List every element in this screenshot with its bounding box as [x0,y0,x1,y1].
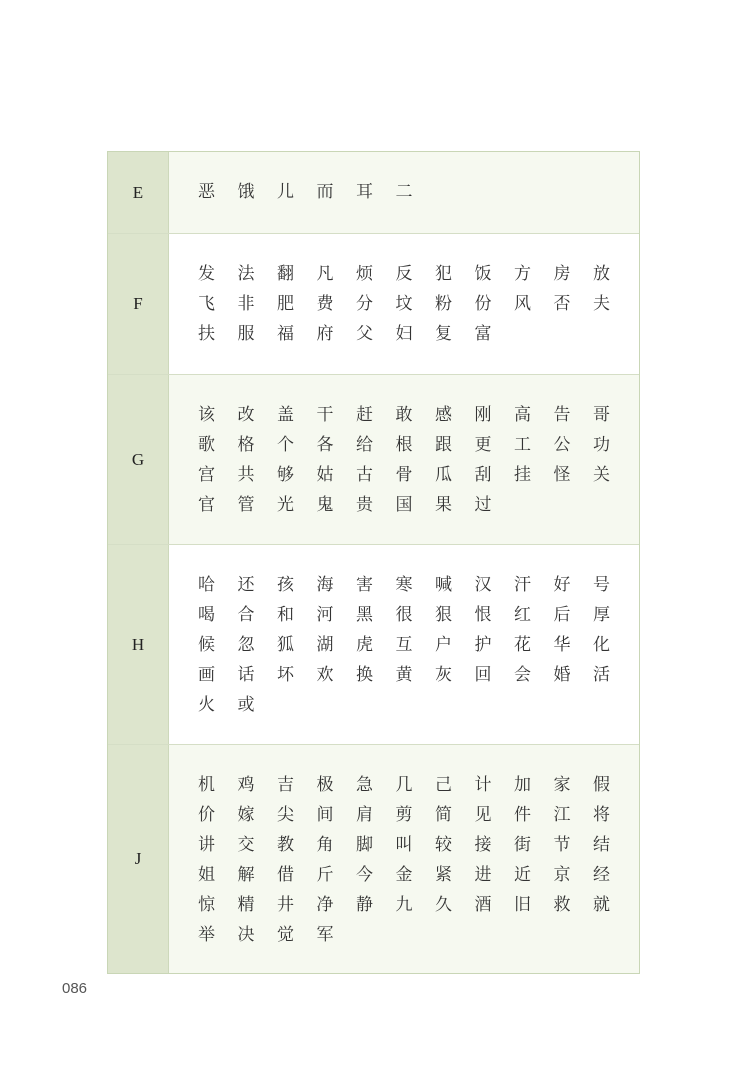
character: 京 [553,865,571,885]
character: 跟 [435,435,452,455]
character: 凡 [316,264,334,284]
character: 家 [553,775,571,795]
character: 结 [593,835,610,855]
character: 觉 [277,925,294,945]
character: 夫 [593,294,610,314]
character: 犯 [435,264,452,284]
character: 服 [237,324,255,344]
character-line [198,634,639,664]
character: 寒 [395,575,413,595]
character: 告 [553,405,571,425]
character: 黑 [356,605,373,625]
character: 举 [198,925,215,945]
table-row [108,745,639,973]
character: 号 [593,575,610,595]
character: 根 [395,435,413,455]
character: 鸡 [237,775,255,795]
character: 户 [435,635,452,655]
character: 今 [356,865,373,885]
character: 忽 [237,635,255,655]
character-line [198,181,639,211]
character: 很 [395,605,413,625]
character: 格 [237,435,255,455]
character: 骨 [395,465,413,485]
character: 扶 [198,324,215,344]
character: 件 [514,805,531,825]
character: 换 [356,665,373,685]
character-line [198,494,639,524]
character: 干 [316,405,334,425]
character: 汗 [514,575,531,595]
table-row [108,234,639,375]
character: 瓜 [435,465,452,485]
character: 狐 [277,635,294,655]
character: 急 [356,775,373,795]
character: 惊 [198,895,215,915]
character: 恨 [474,605,492,625]
character: 费 [316,294,334,314]
character-line [198,574,639,604]
character: 讲 [198,835,215,855]
character: 就 [593,895,610,915]
character: 护 [474,635,492,655]
character: 否 [553,294,571,314]
page-number: 086 [62,980,88,997]
character-list [169,234,639,374]
character: 海 [316,575,334,595]
character: 加 [514,775,531,795]
character: 合 [237,605,255,625]
character: 互 [395,635,413,655]
character: 父 [356,324,373,344]
character: 和 [277,605,294,625]
character: 国 [395,495,413,515]
character: 静 [356,895,373,915]
character: 决 [237,925,255,945]
character: 将 [593,805,610,825]
character: 欢 [316,665,334,685]
character: 肩 [356,805,373,825]
character-line [198,834,639,864]
row-letter: E [108,152,169,233]
character: 脚 [356,835,373,855]
character: 宫 [198,465,215,485]
character: 耳 [356,182,373,202]
character: 赶 [356,405,373,425]
character: 非 [237,294,255,314]
character: 会 [514,665,531,685]
character: 己 [435,775,452,795]
character: 喝 [198,605,215,625]
character: 河 [316,605,334,625]
character-line [198,323,639,353]
character: 分 [356,294,373,314]
character: 极 [316,775,334,795]
character: 活 [593,665,610,685]
character: 功 [593,435,610,455]
character: 金 [395,865,413,885]
character: 简 [435,805,452,825]
character-line [198,864,639,894]
character: 害 [356,575,373,595]
character: 斤 [316,865,334,885]
character: 盖 [277,405,294,425]
character: 鬼 [316,495,334,515]
character: 婚 [553,665,571,685]
character: 烦 [356,264,373,284]
character: 井 [277,895,294,915]
character: 妇 [395,324,413,344]
character: 放 [593,264,610,284]
character: 挂 [514,465,531,485]
character: 虎 [356,635,373,655]
character: 回 [474,665,492,685]
character: 借 [277,865,294,885]
character: 发 [198,264,215,284]
character: 较 [435,835,452,855]
character: 江 [553,805,571,825]
character: 管 [237,495,255,515]
character: 坏 [277,665,294,685]
character: 华 [553,635,571,655]
character: 黄 [395,665,413,685]
character: 改 [237,405,255,425]
character: 房 [553,264,571,284]
character: 见 [474,805,492,825]
character: 富 [474,324,492,344]
character-line [198,293,639,323]
character-line [198,464,639,494]
character: 孩 [277,575,294,595]
character: 灰 [435,665,452,685]
character-line [198,664,639,694]
character: 价 [198,805,215,825]
character: 假 [593,775,610,795]
character: 儿 [277,182,294,202]
character: 剪 [395,805,413,825]
character: 角 [316,835,334,855]
character-line [198,604,639,634]
character-line [198,694,639,724]
character: 肥 [277,294,294,314]
character: 花 [514,635,531,655]
character: 军 [316,925,334,945]
character: 姐 [198,865,215,885]
character: 火 [198,695,215,715]
character: 画 [198,665,215,685]
character: 反 [395,264,413,284]
character: 飞 [198,294,215,314]
character: 感 [435,405,452,425]
character: 九 [395,895,413,915]
character: 复 [435,324,452,344]
character: 紧 [435,865,452,885]
character: 后 [553,605,571,625]
character: 翻 [277,264,294,284]
character: 叫 [395,835,413,855]
character: 交 [237,835,255,855]
character: 还 [237,575,255,595]
character: 酒 [474,895,492,915]
character: 节 [553,835,571,855]
character: 吉 [277,775,294,795]
character: 汉 [474,575,492,595]
character: 饭 [474,264,492,284]
character: 好 [553,575,571,595]
character-list [169,152,639,233]
character: 喊 [435,575,452,595]
character-list [169,745,639,973]
character: 间 [316,805,334,825]
character: 敢 [395,405,413,425]
character: 古 [356,465,373,485]
character: 风 [514,294,531,314]
character: 官 [198,495,215,515]
character: 旧 [514,895,531,915]
character: 共 [237,465,255,485]
character-table [107,151,640,974]
character: 份 [474,294,492,314]
character: 过 [474,495,492,515]
character: 解 [237,865,255,885]
row-letter: H [108,545,169,744]
character: 更 [474,435,492,455]
character: 久 [435,895,452,915]
character: 福 [277,324,294,344]
character-line [198,894,639,924]
character: 教 [277,835,294,855]
character: 歌 [198,435,215,455]
character: 贵 [356,495,373,515]
character: 计 [474,775,492,795]
character: 各 [316,435,334,455]
character: 候 [198,635,215,655]
character: 接 [474,835,492,855]
character: 够 [277,465,294,485]
character: 化 [593,635,610,655]
character: 经 [593,865,610,885]
row-letter: J [108,745,169,973]
character: 或 [237,695,255,715]
character-line [198,774,639,804]
character-line [198,434,639,464]
character: 二 [395,182,413,202]
table-row [108,545,639,745]
character: 近 [514,865,531,885]
character: 恶 [198,182,215,202]
row-letter: F [108,234,169,374]
character: 高 [514,405,531,425]
table-row [108,375,639,545]
character-line [198,263,639,293]
character-list [169,545,639,744]
character: 工 [514,435,531,455]
character: 红 [514,605,531,625]
character: 怪 [553,465,571,485]
character: 厚 [593,605,610,625]
character: 精 [237,895,255,915]
character-line [198,404,639,434]
character: 关 [593,465,610,485]
character: 几 [395,775,413,795]
row-letter: G [108,375,169,544]
character: 哥 [593,405,610,425]
character: 个 [277,435,294,455]
character: 坟 [395,294,413,314]
character: 狠 [435,605,452,625]
character: 哈 [198,575,215,595]
character: 方 [514,264,531,284]
character: 尖 [277,805,294,825]
character: 而 [316,182,334,202]
character: 湖 [316,635,334,655]
character: 光 [277,495,294,515]
character: 粉 [435,294,452,314]
table-row [108,152,639,234]
character: 果 [435,495,452,515]
character: 机 [198,775,215,795]
character: 街 [514,835,531,855]
character: 刚 [474,405,492,425]
character: 饿 [237,182,255,202]
character: 给 [356,435,373,455]
character-line [198,804,639,834]
character: 刮 [474,465,492,485]
character: 进 [474,865,492,885]
character: 救 [553,895,571,915]
character-list [169,375,639,544]
character: 公 [553,435,571,455]
character: 法 [237,264,255,284]
character-line [198,924,639,954]
character: 姑 [316,465,334,485]
character: 话 [237,665,255,685]
character: 该 [198,405,215,425]
character: 嫁 [237,805,255,825]
character: 府 [316,324,334,344]
character: 净 [316,895,334,915]
